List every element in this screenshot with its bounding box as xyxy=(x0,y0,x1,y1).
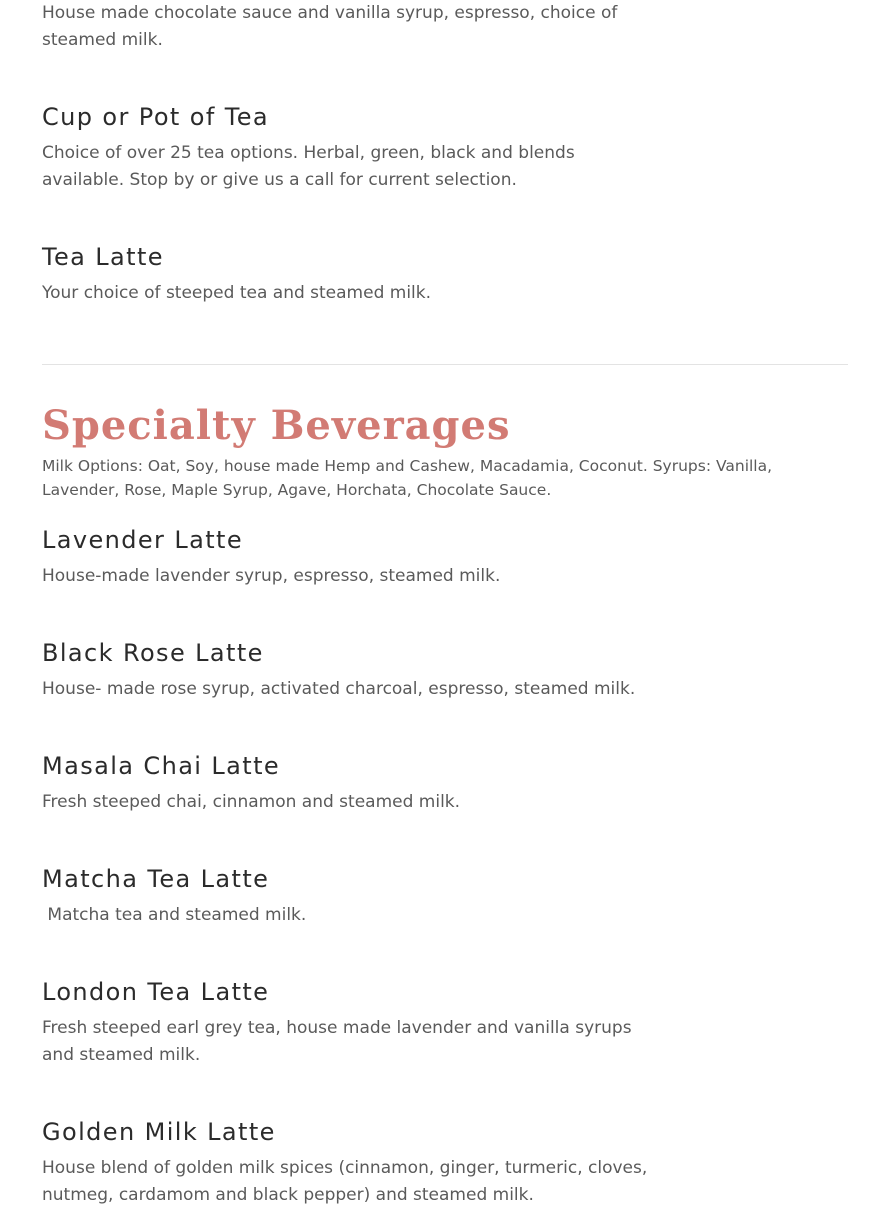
section-note: Milk Options: Oat, Soy, house made Hemp and Cashew, Macadamia, Coconut. Syrups: Vanilla, Lavender, Rose, Maple Syrup, Agave, Horchata, Chocolate Sauce. xyxy=(42,457,773,499)
menu-item-title: Cup or Pot of Tea xyxy=(42,103,269,131)
menu-item-description: Fresh steeped earl grey tea, house made lavender and vanilla syrups and steamed milk. xyxy=(42,1018,632,1065)
menu-item-title: Masala Chai Latte xyxy=(42,752,281,780)
menu-item-description: Your choice of steeped tea and steamed milk. xyxy=(42,283,432,303)
menu-item-title: Lavender Latte xyxy=(42,526,244,554)
menu-item-description: House- made rose syrup, activated charcoal, espresso, steamed milk. xyxy=(42,679,636,699)
menu-item-description: House made chocolate sauce and vanilla syrup, espresso, choice of steamed milk. xyxy=(42,3,618,50)
menu-item-description: Fresh steeped chai, cinnamon and steamed milk. xyxy=(42,792,461,812)
menu-item-title: Golden Milk Latte xyxy=(42,1118,276,1146)
menu-item-description: House blend of golden milk spices (cinnamon, ginger, turmeric, cloves, nutmeg, cardamom and black pepper) and steamed milk. xyxy=(42,1158,648,1205)
menu-item-description: Choice of over 25 tea options. Herbal, green, black and blends available. Stop by or give us a call for current selection. xyxy=(42,143,575,190)
section-title: Specialty Beverages xyxy=(42,402,511,449)
menu-item-title: Black Rose Latte xyxy=(42,639,264,667)
menu-item-title: Tea Latte xyxy=(42,243,164,271)
menu-item-title: London Tea Latte xyxy=(42,978,270,1006)
menu-item-description: Matcha tea and steamed milk. xyxy=(42,905,307,925)
menu-item-title: Matcha Tea Latte xyxy=(42,865,270,893)
section-divider xyxy=(42,364,848,365)
menu-item-description: House-made lavender syrup, espresso, steamed milk. xyxy=(42,566,501,586)
